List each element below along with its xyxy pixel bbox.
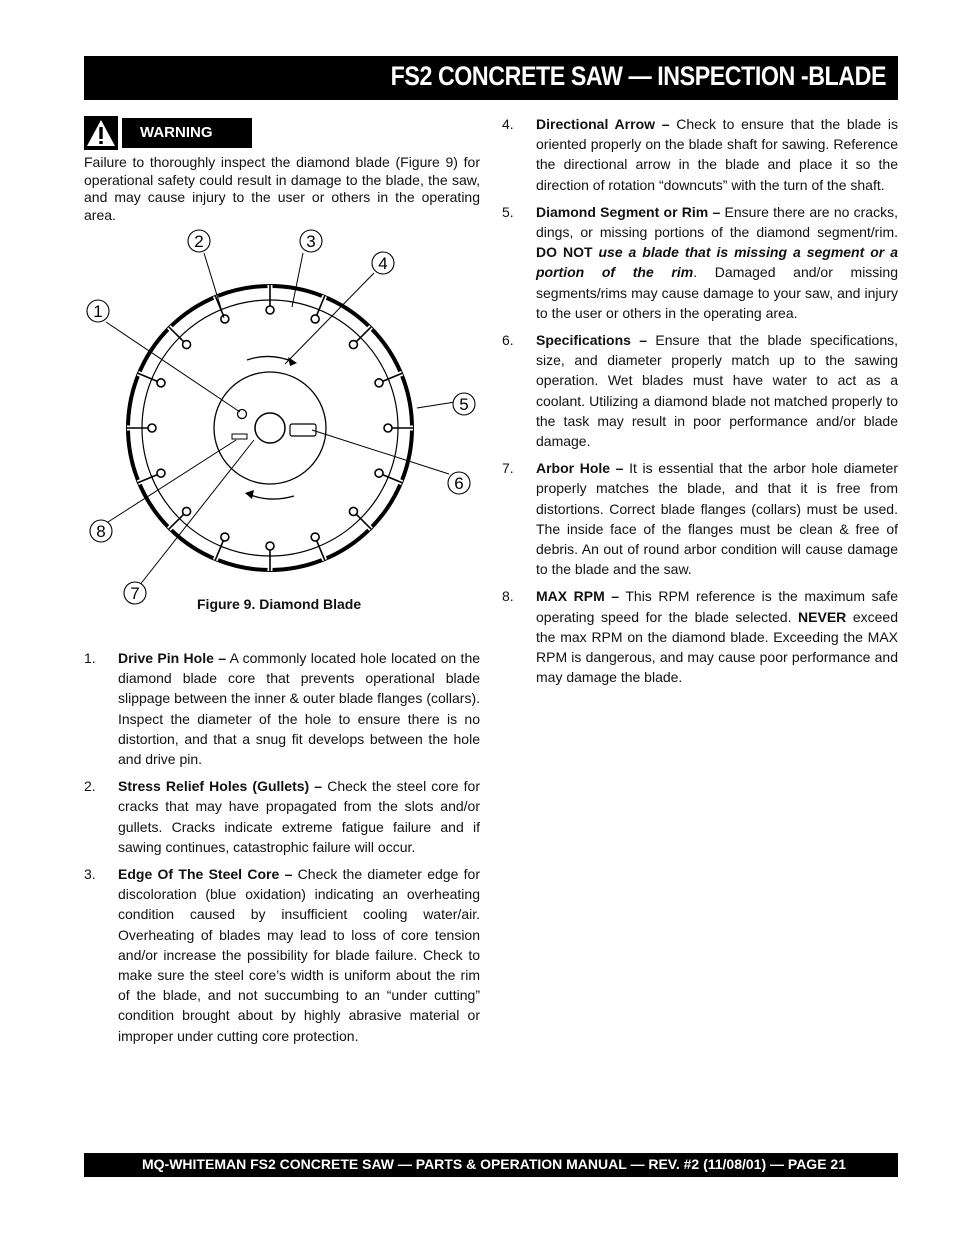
callout-2: 2 — [194, 232, 204, 251]
gullet-hole — [183, 507, 191, 515]
gullet-hole — [311, 315, 319, 323]
right-column — [502, 114, 898, 694]
list-item: 2. Stress Relief Holes (Gullets) – Check the steel core for cracks that may have propagated from the slots and/or gullets. Cracks indicate extreme fatigue failure and if sawing continues, catastrophic failure will occur. — [84, 778, 480, 855]
page-title: FS2 CONCRETE SAW — INSPECTION -BLADE — [390, 61, 886, 91]
callout-5: 5 — [459, 395, 469, 414]
exclamation-triangle-icon — [84, 116, 118, 150]
callout-4: 4 — [378, 254, 388, 273]
warning-banner — [84, 116, 252, 150]
left-column — [84, 648, 480, 1053]
footer-text: MQ-WHITEMAN FS2 CONCRETE SAW — PARTS & OPERATION MANUAL — REV. #2 (11/08/01) — PAGE 21 — [142, 1156, 846, 1172]
page-footer — [84, 1153, 898, 1177]
gullet-hole — [311, 533, 319, 541]
gullet-hole — [266, 542, 274, 550]
gullet-hole — [375, 379, 383, 387]
gullet-hole — [349, 507, 357, 515]
diamond-blade-figure — [84, 222, 480, 622]
callout-6: 6 — [454, 474, 464, 493]
list-item: 5. Diamond Segment or Rim – Ensure there are no cracks, dings, or missing portions of the diamond segment/rim. DO NOT use a blade that is missing a segment or a portion of the rim. Damaged and/or missing segments/rims may cause damage to your saw, and injury to the user or others in the operating area. — [502, 203, 898, 321]
warning-label: WARNING — [122, 118, 252, 148]
list-item: 8. MAX RPM – This RPM reference is the maximum safe operating speed for the blade selected. NEVER exceed the max RPM on the diamond blade. Exceeding the MAX RPM is dangerous, and may cause poor performance and may damage the blade. — [502, 588, 898, 686]
gullet-hole — [349, 341, 357, 349]
gullet-hole — [221, 315, 229, 323]
gullet-hole — [266, 306, 274, 314]
gullet-hole — [183, 341, 191, 349]
diamond-blade-diagram — [84, 222, 480, 622]
gullet-hole — [375, 469, 383, 477]
callout-1: 1 — [93, 302, 103, 321]
gullet-hole — [221, 533, 229, 541]
list-item: 7. Arbor Hole – It is essential that the arbor hole diameter properly matches the blade, and that it is free from distortions. Correct blade flanges (collars) must be used. The inside face of the flanges must be clean & free of debris. An out of round arbor condition will cause damage to the blade and the saw. — [502, 460, 899, 578]
figure-caption: Figure 9. Diamond Blade — [197, 596, 362, 612]
gullet-hole — [148, 424, 156, 432]
callout-3: 3 — [306, 232, 316, 251]
gullet-hole — [157, 469, 165, 477]
callout-7: 7 — [130, 584, 140, 603]
list-item: 6. Specifications – Ensure that the blade specifications, size, and diameter properly match up to the sawing operation. Wet blades must have water to act as a coolant. Utilizing a diamond blade not matched properly to the task may result in poor performance and/or blade damage. — [502, 332, 898, 450]
list-item: 4. Directional Arrow – Check to ensure that the blade is oriented properly on the blade shaft for sawing. Reference the directional arrow in the blade and place it so the direction of rotation “downcuts” with the turn of the shaft. — [502, 116, 898, 193]
gullet-hole — [157, 379, 165, 387]
callout-8: 8 — [96, 522, 106, 541]
warning-icon-box — [84, 116, 118, 150]
page-title-bar — [84, 56, 898, 100]
gullet-hole — [384, 424, 392, 432]
warning-text: Failure to thoroughly inspect the diamond blade (Figure 9) for operational safety could result in damage to the blade, the saw, and may cause injury to the user or others in the operating area. — [84, 154, 480, 223]
list-item: 1. Drive Pin Hole – A commonly located hole located on the diamond blade core that prevents operational blade slippage between the inner & outer blade flanges (collars). Inspect the diameter of the hole to ensure there is no distortion, and that a snug fit develops between the hole and drive pin. — [84, 650, 481, 768]
list-item: 3. Edge Of The Steel Core – Check the diameter edge for discoloration (blue oxidation) indicating an overheating condition caused by insufficient cooling water/air. Overheating of blades may lead to loss of core tension and/or increase the possibility for blade failure. Check to make sure the steel core’s width is uniform about the rim of the blade, and not succumbing to an “under cutting” condition brought about by highly abrasive material or improper under cutting core protection. — [84, 866, 480, 1044]
